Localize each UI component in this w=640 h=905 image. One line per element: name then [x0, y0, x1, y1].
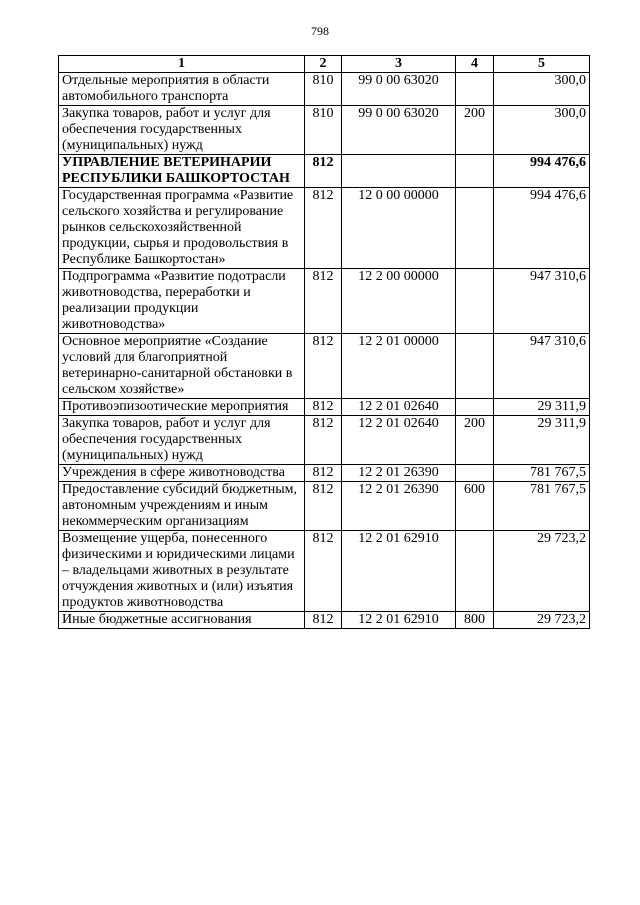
row-article: 12 2 01 26390: [342, 465, 456, 482]
row-type: [456, 399, 494, 416]
row-sum: 994 476,6: [494, 155, 590, 188]
row-code: 812: [305, 269, 342, 334]
row-sum: 29 723,2: [494, 531, 590, 612]
row-code: 812: [305, 482, 342, 531]
row-type: 800: [456, 612, 494, 629]
row-type: [456, 334, 494, 399]
row-type: [456, 531, 494, 612]
row-sum: 300,0: [494, 73, 590, 106]
row-article: [342, 155, 456, 188]
row-code: 812: [305, 465, 342, 482]
row-article: 12 2 01 02640: [342, 416, 456, 465]
row-name: Возмещение ущерба, понесенного физическими и юридическими лицами – владельцами животных в результате отчуждения животных и (или) изъятия продуктов животноводства: [59, 531, 305, 612]
row-code: 812: [305, 399, 342, 416]
row-article: 99 0 00 63020: [342, 106, 456, 155]
row-name: Учреждения в сфере животноводства: [59, 465, 305, 482]
row-name: Закупка товаров, работ и услуг для обеспечения государственных (муниципальных) нужд: [59, 416, 305, 465]
page-number: 798: [311, 24, 329, 38]
table-row: [59, 612, 590, 629]
row-type: [456, 188, 494, 269]
row-type: 600: [456, 482, 494, 531]
table-row: [59, 106, 590, 155]
row-article: 12 0 00 00000: [342, 188, 456, 269]
row-article: 12 2 01 00000: [342, 334, 456, 399]
row-article: 12 2 01 62910: [342, 531, 456, 612]
row-name: Государственная программа «Развитие сельского хозяйства и регулирование рынков сельскохозяйственной продукции, сырья и продовольствия в Республике Башкортостан»: [59, 188, 305, 269]
row-code: 810: [305, 106, 342, 155]
row-sum: 781 767,5: [494, 465, 590, 482]
row-code: 810: [305, 73, 342, 106]
row-type: [456, 465, 494, 482]
row-sum: 29 723,2: [494, 612, 590, 629]
row-name: Основное мероприятие «Создание условий для благоприятной ветеринарно-санитарной обстановки в сельском хозяйстве»: [59, 334, 305, 399]
row-article: 99 0 00 63020: [342, 73, 456, 106]
row-type: [456, 73, 494, 106]
row-name: Закупка товаров, работ и услуг для обеспечения государственных (муниципальных) нужд: [59, 106, 305, 155]
table-row: [59, 465, 590, 482]
table-row: [59, 399, 590, 416]
table-row: [59, 416, 590, 465]
row-name: Отдельные мероприятия в области автомобильного транспорта: [59, 73, 305, 106]
header-col-3: 3: [342, 56, 456, 73]
row-article: 12 2 00 00000: [342, 269, 456, 334]
row-code: 812: [305, 155, 342, 188]
row-name: Подпрограмма «Развитие подотрасли животноводства, переработки и реализации продукции животноводства»: [59, 269, 305, 334]
table-row: [59, 73, 590, 106]
row-code: 812: [305, 416, 342, 465]
row-article: 12 2 01 62910: [342, 612, 456, 629]
table-header-row: [59, 56, 590, 73]
row-name: УПРАВЛЕНИЕ ВЕТЕРИНАРИИ РЕСПУБЛИКИ БАШКОРТОСТАН: [59, 155, 305, 188]
row-article: 12 2 01 02640: [342, 399, 456, 416]
header-col-1: 1: [59, 56, 305, 73]
header-col-2: 2: [305, 56, 342, 73]
header-col-5: 5: [494, 56, 590, 73]
row-article: 12 2 01 26390: [342, 482, 456, 531]
row-type: [456, 155, 494, 188]
row-sum: 947 310,6: [494, 269, 590, 334]
row-sum: 29 311,9: [494, 416, 590, 465]
header-col-4: 4: [456, 56, 494, 73]
row-sum: 994 476,6: [494, 188, 590, 269]
row-code: 812: [305, 188, 342, 269]
row-code: 812: [305, 334, 342, 399]
table-row: [59, 334, 590, 399]
table-row: [59, 269, 590, 334]
row-sum: 947 310,6: [494, 334, 590, 399]
row-sum: 29 311,9: [494, 399, 590, 416]
row-name: Предоставление субсидий бюджетным, автономным учреждениям и иным некоммерческим организациям: [59, 482, 305, 531]
row-name: Иные бюджетные ассигнования: [59, 612, 305, 629]
table-row-department: [59, 155, 590, 188]
row-sum: 300,0: [494, 106, 590, 155]
row-type: 200: [456, 106, 494, 155]
row-type: 200: [456, 416, 494, 465]
table-row: [59, 188, 590, 269]
row-code: 812: [305, 612, 342, 629]
row-sum: 781 767,5: [494, 482, 590, 531]
table-row: [59, 482, 590, 531]
row-name: Противоэпизоотические мероприятия: [59, 399, 305, 416]
row-type: [456, 269, 494, 334]
budget-table: [58, 55, 590, 629]
row-code: 812: [305, 531, 342, 612]
table-row: [59, 531, 590, 612]
